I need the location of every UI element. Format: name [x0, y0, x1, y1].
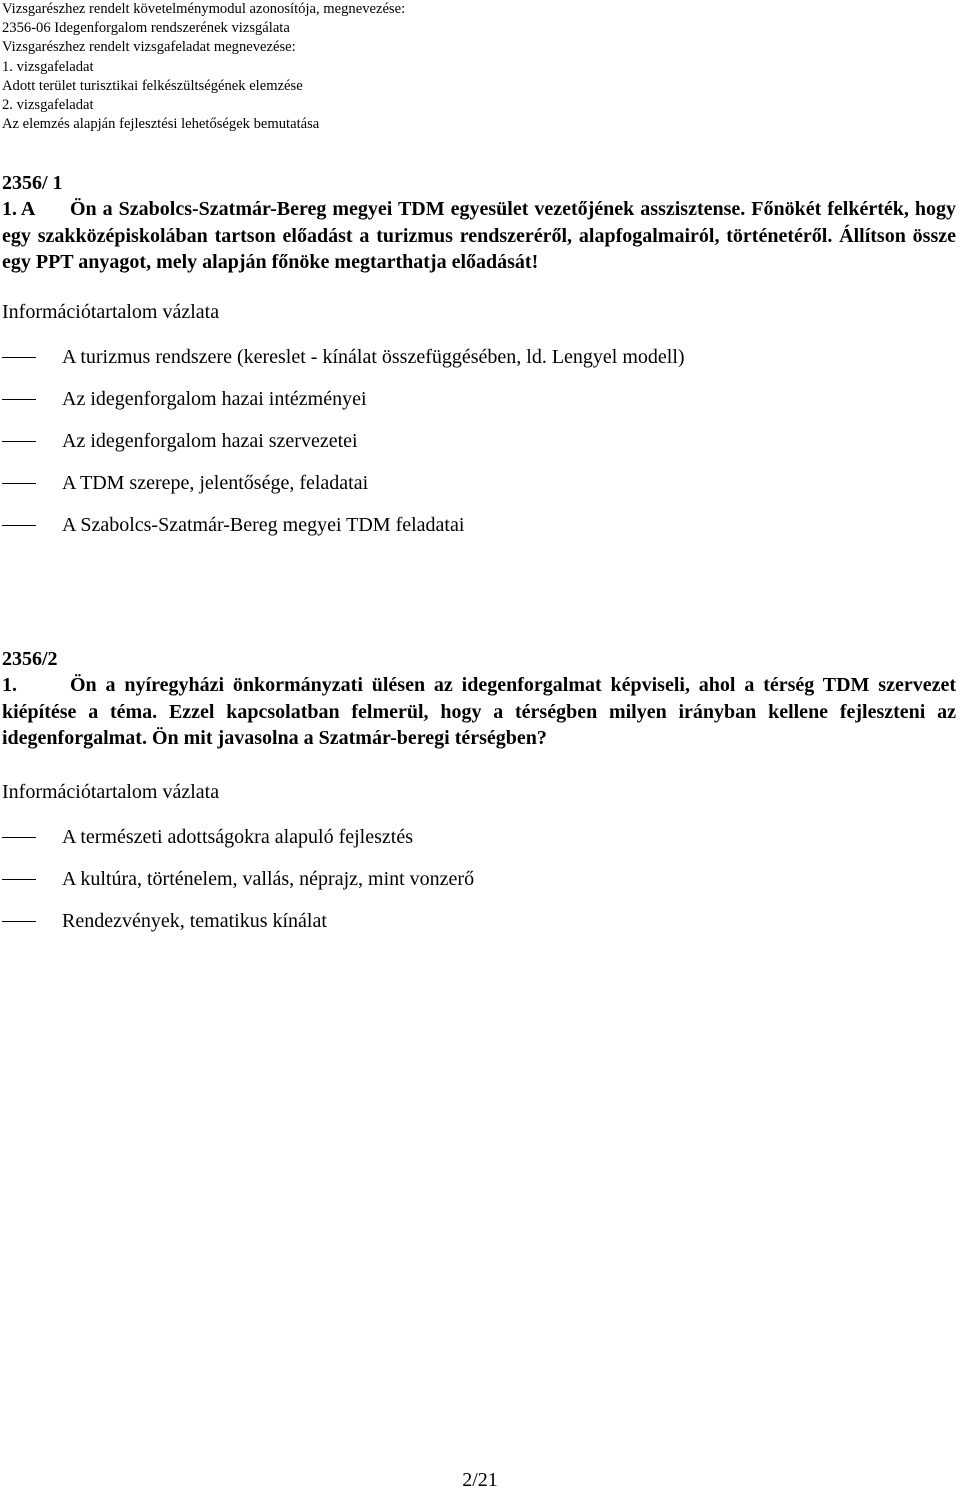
- outline-item: [2, 344, 956, 386]
- outline-item: [2, 908, 956, 950]
- outline-item-text: Rendezvények, tematikus kínálat: [62, 909, 327, 932]
- outline-list: [2, 824, 956, 950]
- header-line-task-2-name: Az elemzés alapján fejlesztési lehetőségek bemutatása: [2, 116, 320, 133]
- outline-title: Információtartalom vázlata: [2, 300, 220, 323]
- section-code: 2356/ 1: [2, 172, 63, 194]
- outline-item-text: A Szabolcs-Szatmár-Bereg megyei TDM feladatai: [62, 513, 465, 536]
- outline-item: [2, 866, 956, 908]
- outline-item-text: A turizmus rendszere (kereslet - kínálat összefüggésében, ld. Lengyel modell): [62, 345, 685, 368]
- dash-bullet-icon: [2, 441, 36, 442]
- task-description: [2, 672, 956, 752]
- dash-bullet-icon: [2, 921, 36, 922]
- dash-bullet-icon: [2, 357, 36, 358]
- outline-item-text: Az idegenforgalom hazai szervezetei: [62, 429, 358, 452]
- task-description: [2, 196, 956, 276]
- task-text: Ön a nyíregyházi önkormányzati ülésen az idegenforgalmat képviseli, ahol a térség TDM szervezet kiépítése a téma. Ezzel kapcsolatban felmerül, hogy a térségben milyen irányban kellene fejleszteni az idegenforgalmat. Ön mit javasolna a Szatmár-beregi térségben?: [2, 674, 956, 749]
- header-line-task-1: 1. vizsgafeladat: [2, 58, 94, 75]
- outline-item-text: A kultúra, történelem, vallás, néprajz, mint vonzerő: [62, 867, 475, 890]
- exam-section-2: [2, 646, 956, 950]
- section-code: 2356/2: [2, 648, 58, 670]
- document-header: [2, 0, 942, 134]
- header-line-task-2: 2. vizsgafeladat: [2, 97, 94, 114]
- outline-item: [2, 824, 956, 866]
- outline-item: [2, 428, 956, 470]
- outline-item-text: A TDM szerepe, jelentősége, feladatai: [62, 471, 369, 494]
- dash-bullet-icon: [2, 837, 36, 838]
- exam-section-1: [2, 170, 956, 554]
- header-line-module-name: 2356-06 Idegenforgalom rendszerének vizsgálata: [2, 20, 290, 37]
- outline-item: [2, 512, 956, 554]
- outline-item: [2, 470, 956, 512]
- dash-bullet-icon: [2, 879, 36, 880]
- header-line-task-1-name: Adott terület turisztikai felkészültségének elemzése: [2, 77, 303, 94]
- outline-item-text: Az idegenforgalom hazai intézményei: [62, 387, 367, 410]
- dash-bullet-icon: [2, 483, 36, 484]
- dash-bullet-icon: [2, 525, 36, 526]
- task-number: 1. A: [2, 198, 36, 220]
- header-line-task-label: Vizsgarészhez rendelt vizsgafeladat megnevezése:: [2, 39, 296, 56]
- header-line-module-label: Vizsgarészhez rendelt követelménymodul azonosítója, megnevezése:: [2, 1, 406, 17]
- page-number: 2/21: [462, 1469, 498, 1491]
- outline-item-text: A természeti adottságokra alapuló fejlesztés: [62, 825, 413, 848]
- task-number: 1.: [2, 674, 17, 696]
- outline-list: [2, 344, 956, 554]
- outline-item: [2, 386, 956, 428]
- task-text: Ön a Szabolcs-Szatmár-Bereg megyei TDM egyesület vezetőjének asszisztense. Főnökét felkérték, hogy egy szakközépiskolában tartson előadást a turizmus rendszeréről, alapfogalmairól, történetéről. Állítson össze egy PPT anyagot, mely alapján főnöke megtarthatja előadását!: [2, 198, 956, 273]
- dash-bullet-icon: [2, 399, 36, 400]
- outline-title: Információtartalom vázlata: [2, 780, 220, 803]
